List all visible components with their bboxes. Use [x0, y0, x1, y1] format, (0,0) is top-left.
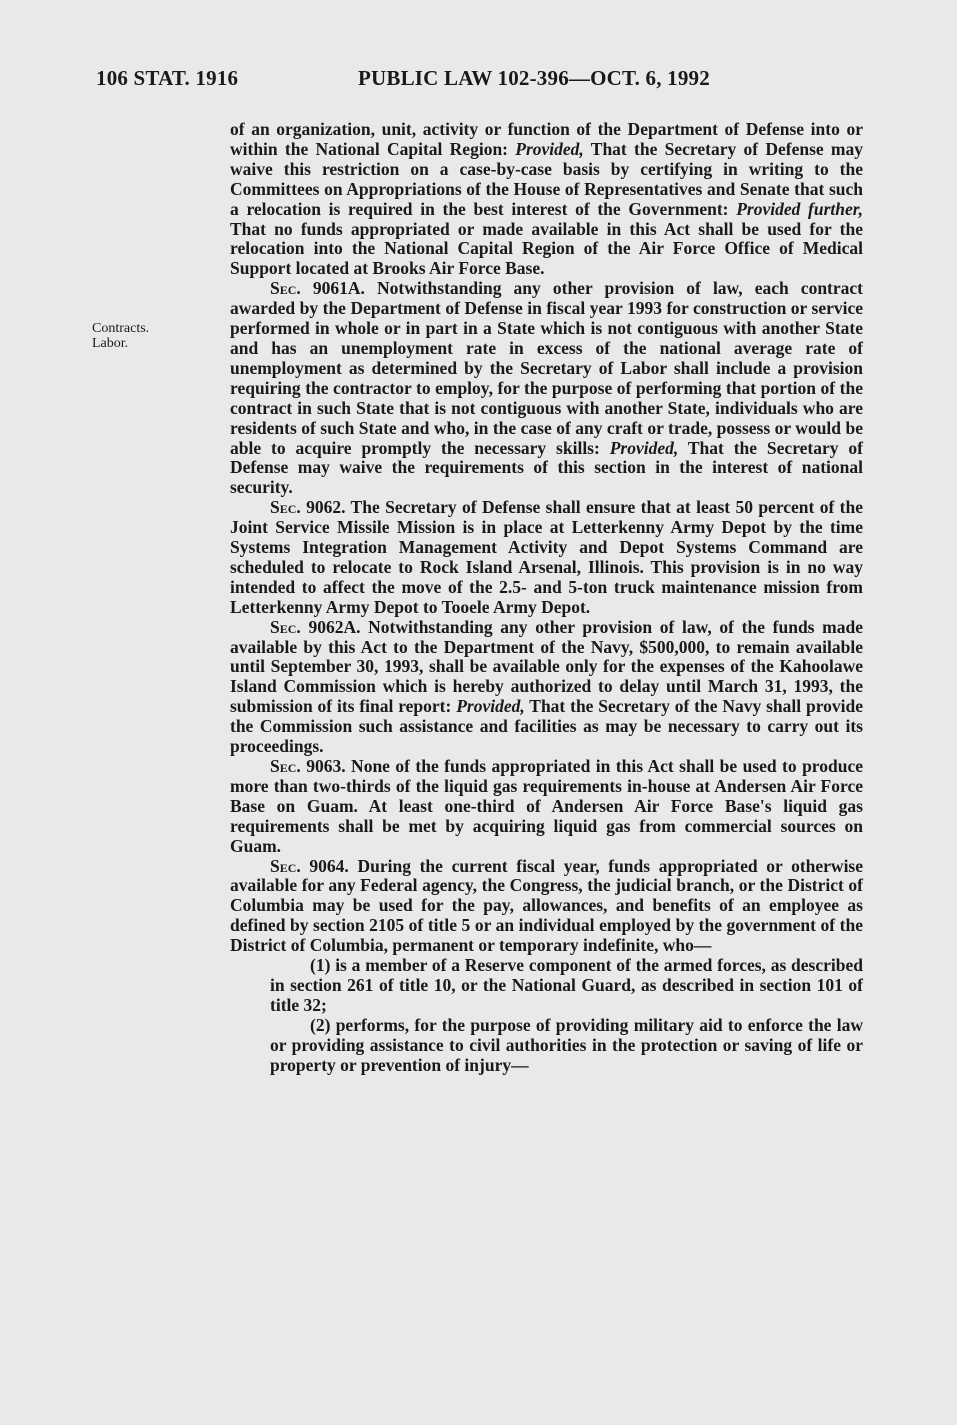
section-9063: Sec. 9063. None of the funds appropriated in this Act shall be used to produce more than two-thirds of the liquid gas requirements in-house at Andersen Air Force Base on Guam. At least one-third of Andersen Air Force Base's liquid gas requirements shall be met by acquiring liquid gas from commercial sources on Guam.: [230, 756, 864, 856]
list-item-2: (2) performs, for the purpose of providing military aid to enforce the law or providing assistance to civil authorities in the protection or saving of life or property or prevention of injury—: [270, 1014, 863, 1075]
list-item-1: (1) is a member of a Reserve component of the armed forces, as described in section 261 of title 10, or the National Guard, as described in section 101 of title 32;: [270, 955, 863, 1015]
body-text: [230, 120, 863, 1076]
paragraph-continuation: of an organization, unit, activity or function of the Department of Defense into or within the National Capital Region: Provided, That the Secretary of Defense may waive this restriction on a case-by-case basis by certifying in writing to the Committees on Appropriations of the House of Representatives and Senate that such a relocation is required in the best interest of the Government: Provided further, That no funds appropriated or made available in this Act shall be used for the relocation into the National Capital Region of the Air Force Office of Medical Support located at Brooks Air Force Base.: [230, 119, 863, 279]
section-9062: Sec. 9062. The Secretary of Defense shall ensure that at least 50 percent of the Joint Service Missile Mission is in place at Letterkenny Army Depot by the time Systems Integration Management Activity and Depot Systems Command are scheduled to relocate to Rock Island Arsenal, Illinois. This provision is in no way intended to affect the move of the 2.5- and 5-ton truck maintenance mission from Letterkenny Army Depot to Tooele Army Depot.: [230, 497, 863, 617]
section-9062a: Sec. 9062A. Notwithstanding any other provision of law, of the funds made available by this Act to the Department of the Navy, $500,000, to remain available until September 30, 1993, shall be available only for the expenses of the Kahoolawe Island Commission which is hereby authorized to delay until March 31, 1993, the submission of its final report: Provided, That the Secretary of the Navy shall provide the Commission such assistance and facilities as may be necessary to carry out its proceedings.: [230, 616, 864, 757]
margin-note-labor: Labor.: [92, 336, 129, 351]
margin-notes: [92, 321, 202, 351]
law-title: PUBLIC LAW 102-396—OCT. 6, 1992: [358, 66, 710, 90]
page-number: 106 STAT. 1916: [96, 66, 239, 90]
section-9061a: Sec. 9061A. Notwithstanding any other provision of law, each contract awarded by the Department of Defense in fiscal year 1993 for construction or service performed in whole or in part in a State which is not contiguous with another State and has an unemployment rate in excess of the national average rate of unemployment as determined by the Secretary of Labor shall include a provision requiring the contractor to employ, for the purpose of performing that portion of the contract in such State that is not contiguous with another State, individuals who are residents of such State and who, in the case of any craft or trade, possess or would be able to acquire promptly the necessary skills: Provided, That the Secretary of Defense may waive the requirements of this section in the interest of national security.: [230, 278, 863, 498]
section-9064: Sec. 9064. During the current fiscal year, funds appropriated or otherwise available for any Federal agency, the Congress, the judicial branch, or the District of Columbia may be used for the pay, allowances, and benefits of an employee as defined by section 2105 of title 5 or an individual employed by the government of the District of Columbia, permanent or temporary indefinite, who—: [230, 855, 864, 956]
margin-note-contracts: Contracts.: [92, 321, 150, 336]
